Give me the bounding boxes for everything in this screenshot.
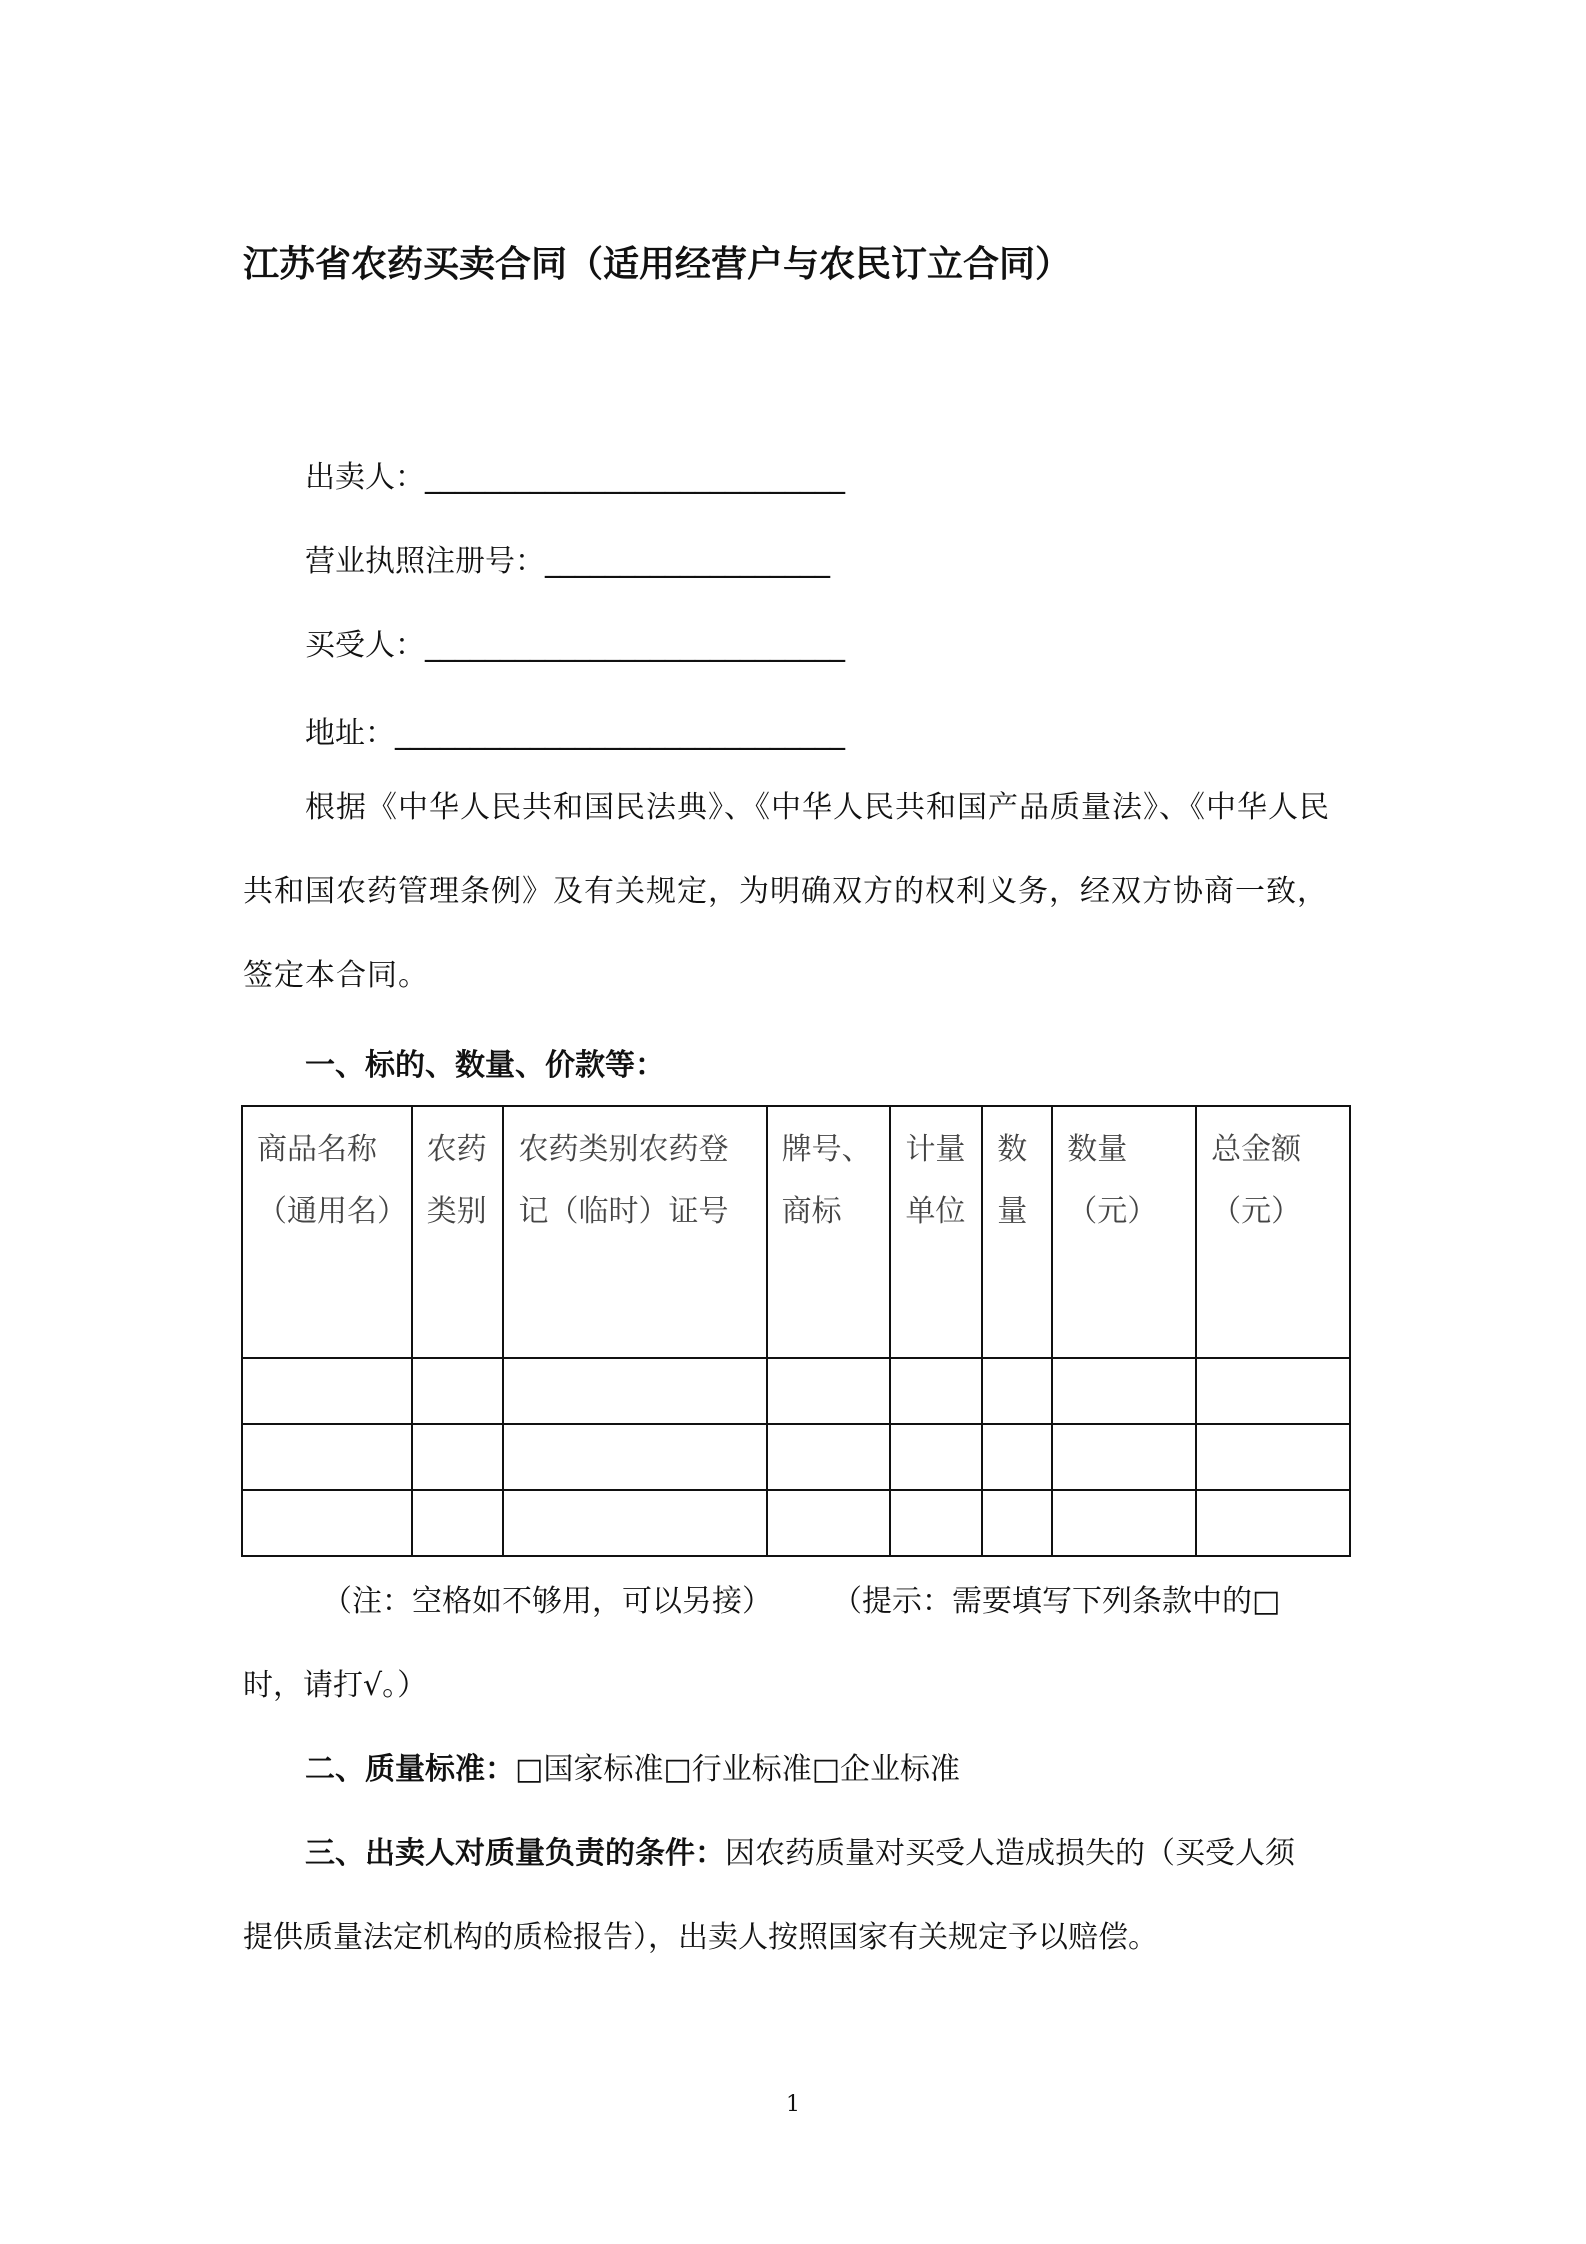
table-header-cell: 计量单位 [890, 1106, 982, 1358]
table-cell[interactable] [1052, 1358, 1196, 1424]
table-cell[interactable] [1052, 1424, 1196, 1490]
table-cell[interactable] [1196, 1358, 1350, 1424]
section3-heading: 三、出卖人对质量负责的条件： [305, 1836, 725, 1871]
seller-label: 出卖人： [305, 460, 425, 495]
section2 [305, 1744, 960, 1788]
table-header-cell: 数量 [982, 1106, 1052, 1358]
table-cell[interactable] [982, 1424, 1052, 1490]
table-header-cell: 商品名称（通用名） [242, 1106, 412, 1358]
table-cell[interactable] [242, 1424, 412, 1490]
section3-line1 [305, 1828, 1295, 1872]
table-note-line2: 时，请打√。） [243, 1668, 428, 1703]
table-row [242, 1358, 1350, 1424]
document-title: 江苏省农药买卖合同（适用经营户与农民订立合同） [243, 244, 1072, 285]
table-header-cell: 数量（元） [1052, 1106, 1196, 1358]
table-note-line1: （注：空格如不够用，可以另接） （提示：需要填写下列条款中的□ [322, 1584, 1281, 1619]
buyer-field [305, 620, 845, 664]
table-cell[interactable] [412, 1490, 504, 1556]
section3-text-part1: 因农药质量对买受人造成损失的（买受人须 [725, 1836, 1295, 1871]
address-field [305, 708, 845, 752]
table-cell[interactable] [890, 1424, 982, 1490]
table-cell[interactable] [503, 1424, 766, 1490]
table-row [242, 1424, 1350, 1490]
table-cell[interactable] [242, 1358, 412, 1424]
table-header-cell: 总金额（元） [1196, 1106, 1350, 1358]
table-cell[interactable] [982, 1490, 1052, 1556]
section3-line2: 提供质量法定机构的质检报告），出卖人按照国家有关规定予以赔偿。 [243, 1920, 1158, 1955]
table-cell[interactable] [890, 1490, 982, 1556]
table-cell[interactable] [890, 1358, 982, 1424]
table-cell[interactable] [1196, 1490, 1350, 1556]
buyer-label: 买受人： [305, 628, 425, 663]
address-label: 地址： [305, 716, 395, 751]
table-cell[interactable] [767, 1358, 891, 1424]
address-blank: ______________________________ [395, 716, 845, 751]
table-cell[interactable] [767, 1490, 891, 1556]
table-cell[interactable] [1196, 1424, 1350, 1490]
table-header-row [242, 1106, 1350, 1358]
section2-options: □国家标准□行业标准□企业标准 [515, 1752, 961, 1787]
table-header-cell: 牌号、商标 [767, 1106, 891, 1358]
table-cell[interactable] [982, 1358, 1052, 1424]
goods-table [241, 1105, 1351, 1557]
table-cell[interactable] [767, 1424, 891, 1490]
table-cell[interactable] [412, 1424, 504, 1490]
license-number-field [305, 536, 830, 580]
seller-blank: ____________________________ [425, 460, 845, 495]
seller-field [305, 452, 845, 496]
intro-paragraph: 根据《中华人民共和国民法典》、《中华人民共和国产品质量法》、《中华人民共和国农药管理条例》及有关规定，为明确双方的权利义务，经双方协商一致，签定本合同。 [243, 790, 1330, 993]
table-cell[interactable] [242, 1490, 412, 1556]
table-cell[interactable] [503, 1490, 766, 1556]
table-row [242, 1490, 1350, 1556]
table-cell[interactable] [1052, 1490, 1196, 1556]
license-number-blank: ___________________ [545, 544, 830, 579]
table-header-cell: 农药类别 [412, 1106, 504, 1358]
buyer-blank: ____________________________ [425, 628, 845, 663]
license-number-label: 营业执照注册号： [305, 544, 545, 579]
table-header-cell: 农药类别农药登记（临时）证号 [503, 1106, 766, 1358]
section1-heading: 一、标的、数量、价款等： [305, 1048, 665, 1083]
table-cell[interactable] [503, 1358, 766, 1424]
section2-heading: 二、质量标准： [305, 1752, 515, 1787]
page-number: 1 [786, 2092, 800, 2117]
table-cell[interactable] [412, 1358, 504, 1424]
